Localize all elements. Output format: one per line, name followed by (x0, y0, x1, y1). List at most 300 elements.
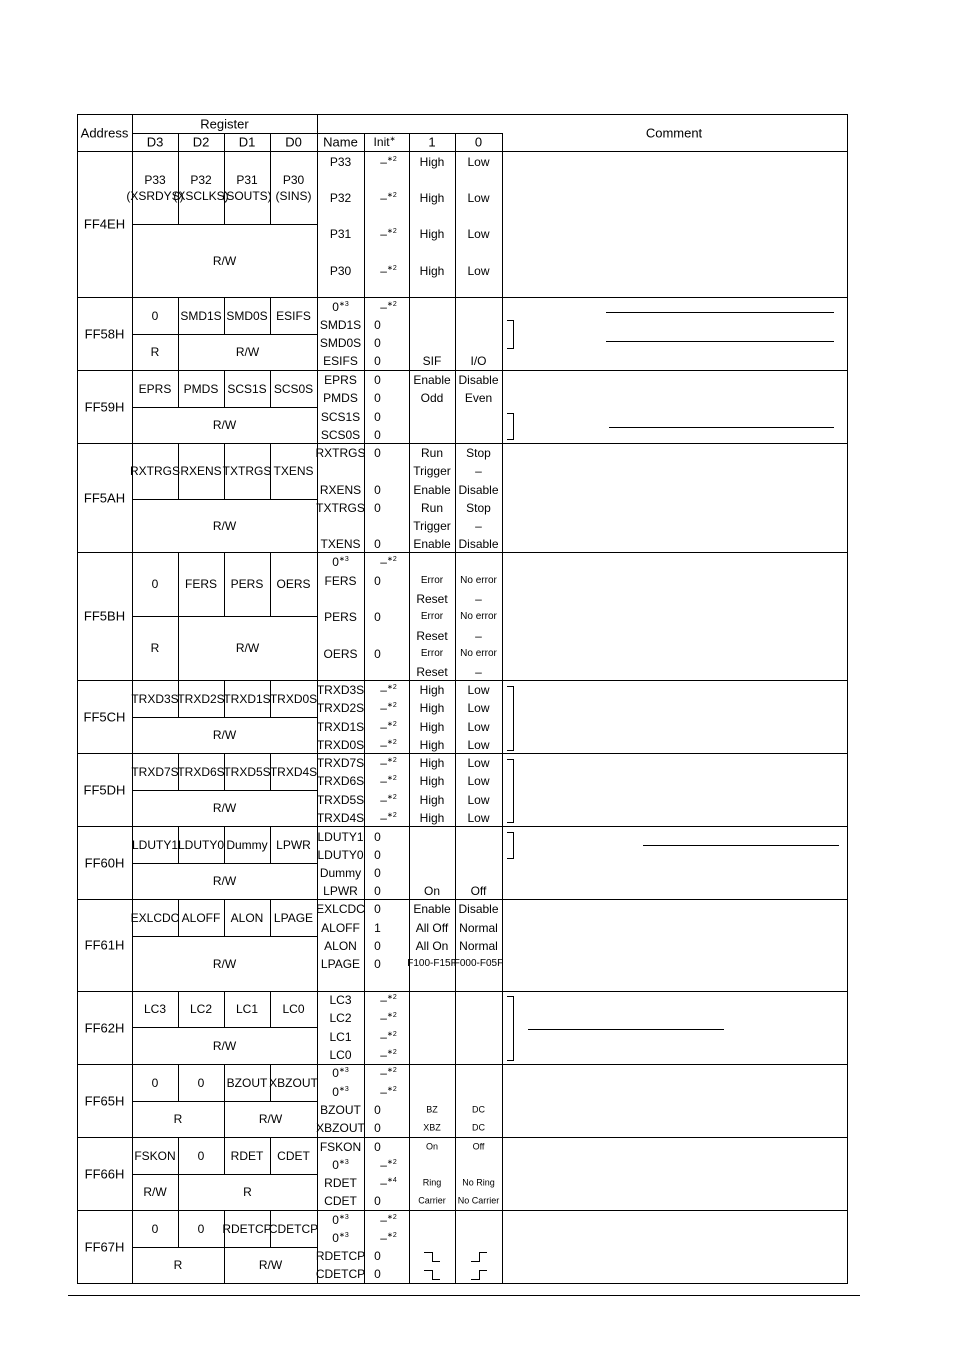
address-ff66h: FF66H (84, 1166, 125, 1181)
bit-name: XBZOUT (316, 1121, 365, 1135)
access-separator (132, 334, 317, 335)
row-separator (77, 370, 847, 371)
bit-cell-label: RXTRGS (129, 464, 181, 478)
row-separator (77, 680, 847, 681)
bit-cell-label: 0 (197, 1221, 205, 1236)
bit-init-footnote: ∗4 (386, 1177, 397, 1184)
bit-name-footnote: ∗3 (338, 1086, 349, 1093)
bit-value-1: F100-F15F (407, 958, 457, 969)
bit-init (380, 812, 396, 824)
access-label: R/W (235, 345, 260, 359)
bit-init-footnote: ∗2 (386, 556, 397, 563)
bit-value-1: High (419, 720, 445, 734)
bit-value-0: Off (472, 1141, 485, 1152)
bit-d3-rule (178, 1137, 179, 1174)
edge-symbol (432, 1261, 440, 1262)
bit-value-0: – (475, 464, 482, 478)
bit-value-1: Ring (422, 1177, 442, 1188)
row-separator (77, 1210, 847, 1211)
bit-name: SCS1S (320, 410, 361, 424)
bit-d3-rule (178, 370, 179, 407)
bit-d2-rule (224, 1137, 225, 1174)
header-bottom-rule (77, 151, 847, 152)
bit-init (380, 757, 396, 769)
bit-cell-label: 0 (151, 1075, 159, 1090)
bit-name: TRXD7S (316, 756, 365, 770)
bit-cell-label: TXENS (273, 464, 314, 478)
bit-cell-label: SCS0S (273, 381, 314, 396)
bit-init-footnote: ∗2 (386, 739, 397, 746)
bit-init (380, 301, 396, 313)
bit-name-footnote: ∗3 (338, 1232, 349, 1239)
bit-init (380, 1177, 396, 1189)
bit-d1-rule (270, 899, 271, 936)
access-label: R (173, 1112, 183, 1126)
comment-bracket (513, 996, 514, 1060)
bit-init-value: – (380, 191, 387, 205)
bit-name: TRXD6S (316, 774, 365, 788)
bit-init-footnote: ∗2 (386, 1086, 397, 1093)
bit-cell-label: TRXD6S (177, 764, 225, 779)
bit-init (380, 1086, 396, 1098)
bit-d1-rule (270, 826, 271, 863)
bit-value-1: Trigger (413, 519, 451, 533)
access-label: R (150, 345, 160, 359)
comment-bracket (507, 1060, 514, 1061)
bit-name (332, 1159, 348, 1171)
header-d2-rule (224, 133, 225, 151)
bit-cell-label: 0 (151, 577, 159, 591)
access-separator (132, 407, 317, 408)
bit-cell-label: PERS (230, 577, 264, 591)
access-label: R/W (212, 728, 237, 742)
bit-init: 0 (374, 410, 381, 424)
bit-value-0: Low (467, 720, 490, 734)
bit-name: SCS0S (320, 428, 361, 442)
bit-cell-label: LPWR (276, 837, 311, 852)
bit-init-value: – (380, 701, 387, 715)
init-header-footnote: ∗ (389, 136, 396, 143)
row-separator (77, 552, 847, 553)
bit-d3-rule (178, 1210, 179, 1247)
bit-name: SMD1S (319, 318, 362, 332)
init-header (374, 136, 396, 148)
bit-cell-label: Dummy (226, 837, 268, 852)
bit-init-footnote: ∗2 (386, 1214, 397, 1221)
access-separator (132, 224, 317, 225)
bit-init-value: – (380, 1213, 387, 1227)
bit-init (380, 702, 396, 714)
bit-cell-label: TRXD1S (223, 691, 271, 706)
access-label: R/W (258, 1258, 283, 1272)
bit-name-value: 0 (332, 1066, 339, 1080)
access-separator (132, 936, 317, 937)
bit-init: 0 (374, 483, 381, 497)
comment-underline (606, 312, 834, 313)
bit-name: LDUTY0 (317, 848, 364, 862)
bit-value-1: High (419, 191, 445, 205)
bit-value-0: Stop (466, 501, 491, 515)
row-separator (77, 1064, 847, 1065)
bit-value-0: Low (467, 701, 490, 715)
bit-init-value: – (380, 1066, 387, 1080)
bit-cell-label: TRXD0S (269, 691, 318, 706)
edge-symbol (479, 1270, 480, 1280)
bit-value-0: – (475, 592, 482, 606)
bit-value-1: Enable (413, 483, 451, 497)
edge-symbol (424, 1252, 432, 1253)
bit-value-1: On (423, 884, 441, 898)
address-ff5bh: FF5BH (83, 608, 126, 624)
bit-cell-label: 0 (197, 1075, 205, 1090)
bit-value-0: Low (467, 683, 490, 697)
bit-cell-label: P31 (236, 172, 258, 187)
bit-name: P31 (329, 227, 352, 241)
bit-cell-label: ALON (230, 910, 264, 925)
bit-init-footnote: ∗2 (386, 794, 397, 801)
bit-value-0: No Carrier (457, 1195, 500, 1206)
bit-init: 0 (374, 1121, 381, 1135)
edge-symbol (432, 1279, 440, 1280)
bit-init-value: – (380, 811, 387, 825)
bit-init-value: – (380, 264, 387, 278)
bit-init-footnote: ∗2 (386, 994, 397, 1001)
bit-init-footnote: ∗2 (386, 1012, 397, 1019)
address-ff58h: FF58H (84, 326, 125, 341)
access-label: R/W (212, 874, 237, 888)
bit-init-footnote: ∗2 (386, 1049, 397, 1056)
bit-init-footnote: ∗2 (386, 775, 397, 782)
bit-value-0: Disable (458, 902, 499, 916)
bit-value-0: F000-F05F (453, 958, 504, 969)
bit-value-1: Run (420, 446, 444, 460)
bit-init: 0 (374, 647, 381, 661)
bit-name-value: 0 (332, 1231, 339, 1245)
bit-init-footnote: ∗2 (386, 721, 397, 728)
bit-name-value: 0 (332, 1085, 339, 1099)
bit-value-1: High (419, 793, 445, 807)
bit-init-value: – (380, 1048, 387, 1062)
comment-bracket (507, 750, 514, 751)
bit-name-value: 0 (332, 555, 339, 569)
bit-value-0: Low (467, 191, 490, 205)
access-label: R/W (212, 956, 237, 971)
bit-cell-label: LC3 (143, 1002, 167, 1016)
d1-header: D1 (238, 134, 256, 150)
bit-init-value: – (380, 756, 387, 770)
bit-cell-label: LC2 (189, 1002, 213, 1016)
bit-init-value: – (380, 300, 387, 314)
bit-value-1: Odd (420, 391, 444, 405)
bit-value-1: BZ (426, 1104, 438, 1115)
bit-name: LC3 (329, 993, 352, 1007)
bit-cell-label: TRXD4S (269, 764, 318, 779)
bit-init-footnote: ∗2 (386, 156, 397, 163)
bit-cell-label: SMD1S (180, 308, 222, 323)
bit-cell-label: ESIFS (276, 308, 311, 323)
access-separator (132, 717, 317, 718)
bit-init: 0 (374, 373, 381, 387)
access-label: R/W (212, 1038, 237, 1053)
bit-init: 0 (374, 848, 381, 862)
bit-init: 0 (374, 1194, 381, 1208)
page-footer-rule (68, 1295, 860, 1296)
bit-cell-label: LDUTY1 (131, 837, 179, 852)
bit-d1-rule (270, 991, 271, 1027)
row-separator (77, 1137, 847, 1138)
access-label: R/W (212, 518, 237, 533)
bit-cell-label: LC1 (235, 1002, 259, 1016)
init-header-value: Init (373, 135, 390, 149)
table-bottom-border (77, 1283, 848, 1284)
bit-value-0: – (475, 665, 482, 679)
bit-init: 0 (374, 1140, 381, 1154)
bit-name-footnote: ∗3 (338, 1159, 349, 1166)
access-separator (132, 790, 317, 791)
bit-cell-label: TXTRGS (222, 464, 272, 478)
bit-init: 0 (374, 354, 381, 368)
bit-value-1: High (419, 683, 445, 697)
edge-symbol (424, 1270, 432, 1271)
bit-name (332, 1067, 348, 1079)
bit-value-0: – (475, 519, 482, 533)
bit-d2-rule (224, 899, 225, 936)
bit-init-value: – (380, 1085, 387, 1099)
bit-name: LPAGE (320, 957, 361, 971)
bit-cell-label: FERS (184, 577, 218, 591)
name-header: Name (323, 134, 358, 150)
bit-name: OERS (323, 647, 358, 661)
register-header: Register (200, 116, 249, 132)
bit-value-0: Low (467, 738, 490, 752)
edge-symbol (471, 1261, 479, 1262)
bit-d2-rule (224, 370, 225, 407)
bit-name: Dummy (319, 866, 362, 880)
d2-header: D2 (192, 134, 210, 150)
bit-init: 0 (374, 501, 381, 515)
comment-underline (606, 341, 834, 342)
bit-value-0: Disable (458, 373, 499, 387)
bit-name-value: 0 (332, 1158, 339, 1172)
bit-name (332, 1232, 348, 1244)
bit-d2-rule (224, 826, 225, 863)
bit-init: 0 (374, 957, 381, 971)
bit-value-1: Reset (416, 592, 448, 606)
bit-name-value: 0 (332, 300, 339, 314)
bit-value-0: Low (467, 774, 490, 788)
edge-symbol (479, 1252, 487, 1253)
bit-init: 0 (374, 1249, 381, 1263)
bit-value-0: Disable (458, 483, 499, 497)
comment-bracket (507, 348, 514, 349)
bit-value-1: Error (420, 611, 444, 622)
bit-value-1: All On (415, 939, 449, 953)
bit-name: FSKON (319, 1140, 362, 1154)
bit-value-0: Low (467, 793, 490, 807)
bit-init: 0 (374, 902, 381, 916)
bit-init (380, 1214, 396, 1226)
bit-init-value: – (380, 227, 387, 241)
bit-init-value: – (380, 993, 387, 1007)
d0-header: D0 (285, 134, 302, 150)
bit-init: 0 (374, 446, 381, 460)
bit-init: 0 (374, 574, 381, 588)
bit-value-0: DC (472, 1104, 485, 1115)
bit-cell-label: LPAGE (273, 910, 314, 925)
bit-name (332, 556, 348, 568)
access-divider (224, 1247, 225, 1283)
bit-name: FERS (324, 574, 357, 588)
bit-init (380, 1031, 396, 1043)
bit-cell-label: P30 (282, 172, 305, 187)
bit-d2-rule (224, 151, 225, 224)
bit-init: 0 (374, 428, 381, 442)
bit-init-footnote: ∗2 (386, 757, 397, 764)
one-header: 1 (428, 134, 436, 150)
bit-value-0: I/O (470, 354, 487, 368)
access-separator (132, 1174, 317, 1175)
bit-value-0: Even (464, 391, 493, 405)
bit-name-footnote: ∗3 (338, 556, 349, 563)
bit-name (332, 1214, 348, 1226)
bit-value-0: Low (467, 227, 490, 241)
bit-name: P30 (329, 264, 352, 278)
comment-bracket (513, 320, 514, 348)
bit-cell-label: OERS (276, 577, 311, 591)
bit-cell-label: XBZOUT (269, 1075, 318, 1090)
bit-value-1: High (419, 155, 445, 169)
bit-name: LC0 (329, 1048, 352, 1062)
bit-value-1: Error (420, 575, 444, 586)
header-d3-rule (178, 133, 179, 151)
bit-d3-rule (178, 1064, 179, 1101)
bit-value-1: High (419, 738, 445, 752)
row-separator (77, 899, 847, 900)
comment-column-rule (502, 133, 503, 1283)
table-right-border (847, 114, 848, 1284)
bit-value-1: Trigger (413, 464, 451, 478)
bit-value-0: Low (467, 155, 490, 169)
access-separator (132, 863, 317, 864)
access-label: R/W (212, 253, 237, 268)
access-divider (178, 334, 179, 370)
address-header: Address (80, 125, 129, 141)
bit-value-1: Carrier (418, 1195, 446, 1206)
bit-name: TXENS (320, 537, 361, 551)
access-label: R/W (212, 418, 237, 432)
bit-value-1: Enable (413, 537, 451, 551)
bit-value-1: On (425, 1141, 439, 1152)
comment-bracket (507, 439, 514, 440)
bit-name: LPWR (323, 884, 358, 898)
table-top-border (77, 114, 847, 115)
access-label: R/W (143, 1185, 167, 1199)
bit-value-0: Off (470, 884, 487, 898)
access-separator (132, 616, 317, 617)
bit-cell-label: TRXD7S (131, 764, 179, 779)
header-d1-rule (270, 133, 271, 151)
bit-init-value: – (380, 155, 387, 169)
bit-name: TRXD5S (316, 793, 365, 807)
bit-cell-alias: (XSCLKS) (173, 188, 229, 203)
bit-d1-rule (270, 297, 271, 334)
bit-name: LC2 (329, 1011, 352, 1025)
bit-cell-alias: (SINS) (275, 188, 312, 203)
address-ff62h: FF62H (84, 1020, 125, 1035)
bit-name: RXENS (319, 483, 362, 497)
bit-name: P33 (329, 155, 352, 169)
bit-init-value: – (380, 1030, 387, 1044)
bit-cell-alias: (XSRDYS) (126, 188, 184, 203)
bit-init-value: – (380, 683, 387, 697)
table-left-border (77, 114, 78, 1283)
bit-value-0: Normal (459, 921, 498, 935)
bit-init-footnote: ∗2 (386, 812, 397, 819)
comment-underline (528, 1029, 724, 1030)
bit-name (332, 1086, 348, 1098)
bit-d2-rule (224, 1064, 225, 1101)
bit-name: P32 (329, 191, 352, 205)
comment-underline (609, 427, 834, 428)
one-column-rule (409, 133, 410, 1283)
bit-cell-label: 0 (197, 1148, 205, 1163)
bit-d2-rule (224, 297, 225, 334)
bit-name: LDUTY1 (317, 830, 364, 844)
bit-name (332, 301, 348, 313)
zero-header: 0 (474, 134, 483, 150)
bit-cell-label: ALOFF (181, 910, 221, 925)
bit-cell-label: SCS1S (227, 381, 267, 396)
bit-name: ALOFF (321, 921, 360, 935)
bit-name: EXLCDC (316, 902, 365, 916)
bit-init: 0 (374, 939, 381, 953)
access-divider (178, 616, 179, 680)
access-divider (224, 1101, 225, 1137)
row-separator (77, 443, 847, 444)
bit-init-footnote: ∗2 (386, 1159, 397, 1166)
bit-name: CDETCP (315, 1267, 366, 1281)
bit-name: ESIFS (323, 354, 358, 368)
bit-name: TRXD2S (316, 701, 365, 715)
zero-column-rule (455, 133, 456, 1283)
address-ff5dh: FF5DH (83, 782, 126, 797)
bit-value-1: Enable (413, 902, 451, 916)
bit-value-1: High (419, 774, 445, 788)
bit-init-footnote: ∗2 (386, 702, 397, 709)
bit-value-0: Stop (466, 446, 491, 460)
comment-bracket (513, 759, 514, 822)
bit-name-footnote: ∗3 (338, 1214, 349, 1221)
bit-d3-rule (178, 552, 179, 616)
bit-init-footnote: ∗2 (386, 1031, 397, 1038)
comment-underline (643, 845, 839, 846)
bit-init (380, 1232, 396, 1244)
access-label: R (243, 1185, 252, 1199)
bit-init-footnote: ∗2 (386, 228, 397, 235)
edge-symbol (471, 1279, 479, 1280)
bit-cell-label: EXLCDC (130, 910, 180, 925)
bit-value-1: XBZ (423, 1122, 441, 1133)
bit-d3-rule (178, 151, 179, 224)
bit-d1-rule (270, 151, 271, 224)
bit-name: RXTRGS (315, 446, 366, 460)
bit-init: 0 (374, 391, 381, 405)
bit-cell-label: CDET (277, 1148, 310, 1163)
bit-value-0: Low (467, 811, 490, 825)
address-ff61h: FF61H (84, 937, 125, 953)
address-ff5ch: FF5CH (83, 709, 126, 724)
bit-name: CDET (324, 1194, 357, 1208)
